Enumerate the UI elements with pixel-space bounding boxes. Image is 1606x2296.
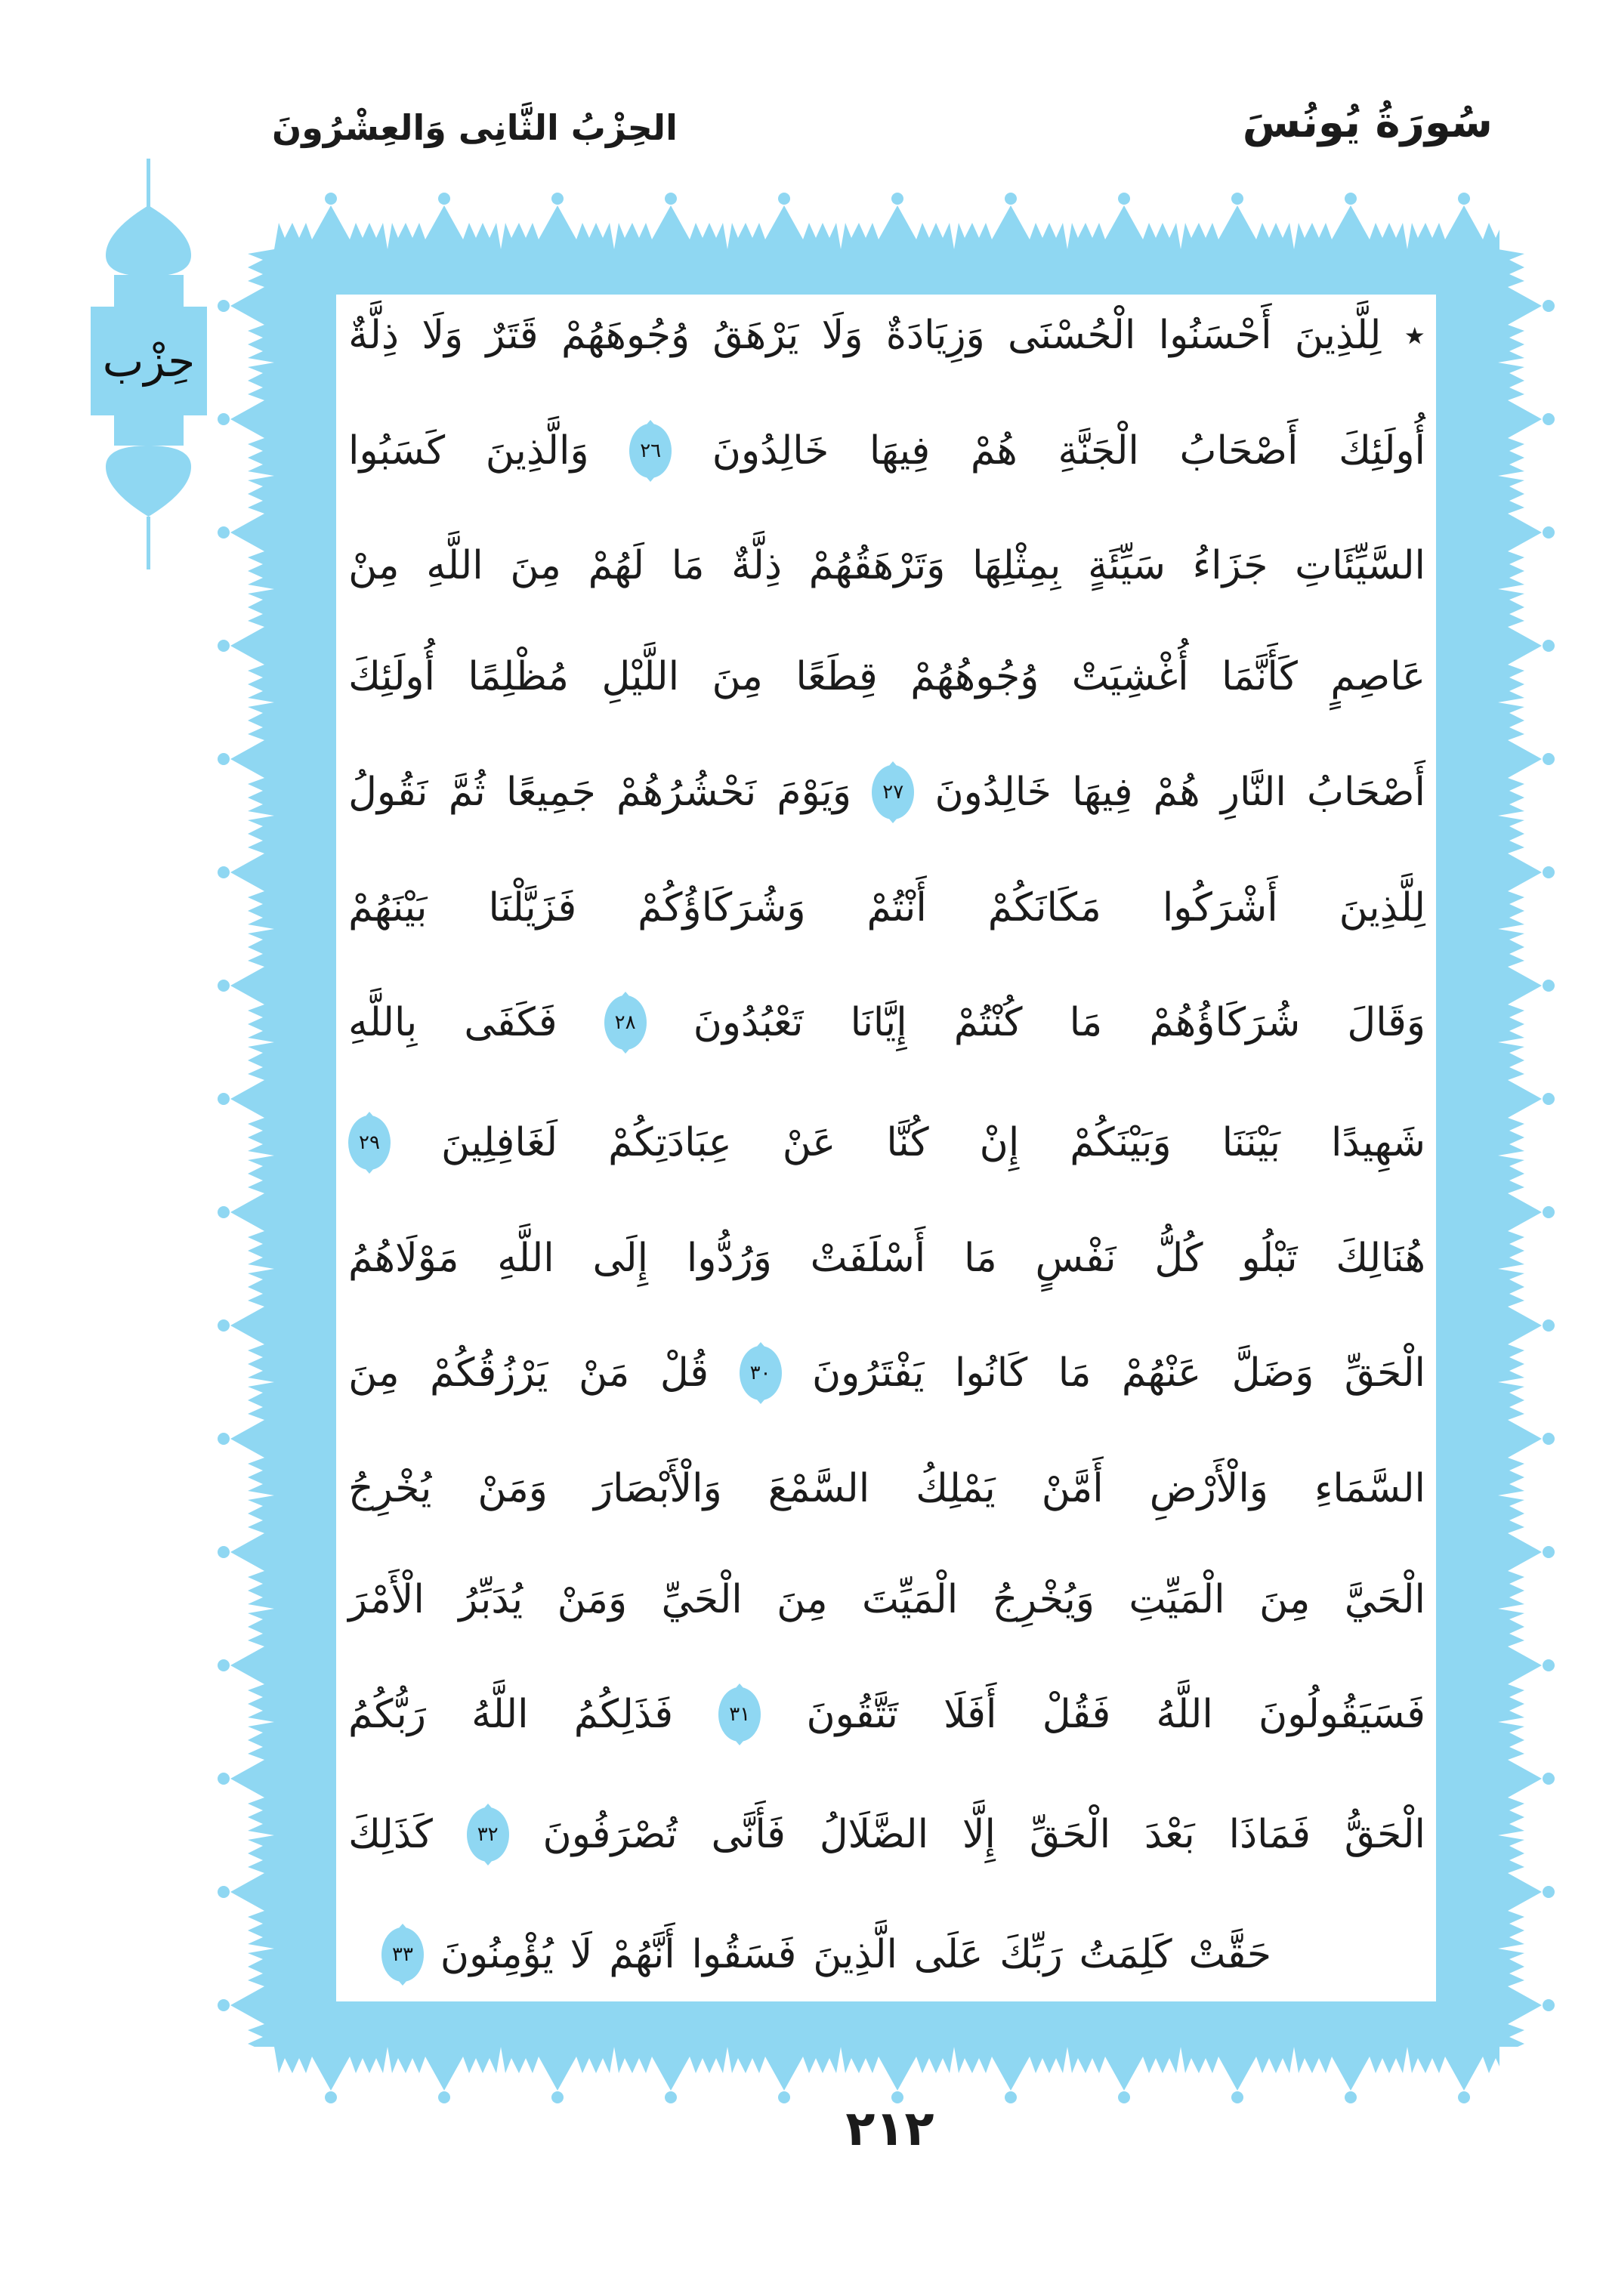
quran-word: الْجَنَّةِ <box>1058 427 1139 474</box>
quran-word: أُولَئِكَ <box>348 654 435 700</box>
quran-word: كَانُوا <box>954 1350 1028 1396</box>
quran-line <box>336 313 1438 358</box>
ayah-number: ٣٢ <box>477 1823 499 1847</box>
quran-word: ذِلَّةٌ <box>731 543 783 589</box>
quran-word: مَا <box>1058 1350 1092 1396</box>
quran-word: حَقَّتْ <box>1188 1931 1271 1977</box>
quran-word: لِلَّذِينَ <box>1294 313 1382 358</box>
quran-word: بَيْنَنَا <box>1221 1119 1280 1165</box>
quran-word: بَعْدَ <box>1144 1812 1195 1858</box>
quran-word: أَنَّهُمْ <box>609 1931 675 1977</box>
quran-word: فَذَلِكُمُ <box>573 1692 674 1738</box>
quran-word: نَحْشُرُهُمْ <box>616 769 757 815</box>
quran-word: وَلَا <box>422 313 464 358</box>
quran-word: نَقُولُ <box>348 769 428 815</box>
quran-word: بِمِثْلِهَا <box>972 543 1061 589</box>
quran-word: الْمَيِّتَ <box>862 1576 959 1622</box>
quran-word: قَتَرٌ <box>486 313 539 358</box>
quran-word: إِيَّانَا <box>850 1000 907 1046</box>
quran-word: الَّذِينَ <box>813 1931 897 1977</box>
quran-word: مِنَ <box>510 543 561 589</box>
quran-word: شُرَكَاؤُهُمْ <box>1149 1000 1301 1046</box>
quran-word: السَّمْعَ <box>767 1466 870 1512</box>
quran-word: وَقَالَ <box>1347 1000 1425 1046</box>
ayah-marker <box>740 1346 782 1400</box>
quran-word: أَسْلَفَتْ <box>810 1235 926 1281</box>
quran-word: عَنْ <box>782 1119 836 1165</box>
quran-word: كُنَّا <box>886 1119 929 1165</box>
quran-word: فَأَنَّى <box>711 1812 786 1858</box>
quran-word: يُؤْمِنُونَ <box>440 1931 554 1977</box>
quran-word: يَفْتَرُونَ <box>811 1350 925 1396</box>
quran-word: مَا <box>1069 1000 1103 1046</box>
quran-word: فَقُلْ <box>1042 1692 1111 1738</box>
quran-word: لَغَافِلِينَ <box>441 1119 558 1165</box>
quran-line <box>336 885 1438 930</box>
quran-word: مَنْ <box>578 1350 630 1396</box>
quran-word: جَزَاءُ <box>1192 543 1268 589</box>
quran-word: أَصْحَابُ <box>1307 769 1425 815</box>
quran-line <box>336 424 1438 478</box>
ayah-marker <box>381 1927 424 1982</box>
quran-word: وَشُرَكَاؤُكُمْ <box>638 884 806 930</box>
ayah-number: ٢٨ <box>614 1011 636 1035</box>
quran-word: يَرْهَقُ <box>712 313 799 358</box>
quran-word: النَّارِ <box>1220 769 1286 815</box>
quran-word: الْحَقُّ <box>1344 1812 1425 1858</box>
quran-word: بِاللَّهِ <box>348 1000 418 1046</box>
quran-word: كَلِمَتُ <box>1079 1931 1172 1977</box>
quran-word: اللَّهِ <box>426 543 483 589</box>
quran-word: تُصْرَفُونَ <box>542 1812 678 1858</box>
quran-word: وَالْأَبْصَارَ <box>593 1466 722 1512</box>
quran-word: كَذَلِكَ <box>348 1812 433 1858</box>
quran-word: ٭ <box>1404 313 1425 358</box>
quran-line <box>336 543 1438 588</box>
quran-word: يُخْرِجُ <box>348 1466 432 1512</box>
quran-word: فَكَفَى <box>464 1000 557 1046</box>
quran-word: أَصْحَابُ <box>1179 427 1299 474</box>
ayah-marker <box>604 995 647 1050</box>
quran-word: تَبْلُو <box>1241 1235 1298 1281</box>
quran-word: يَمْلِكُ <box>916 1466 996 1512</box>
quran-word: تَعْبُدُونَ <box>693 1000 804 1046</box>
quran-line <box>336 1466 1438 1511</box>
ayah-number: ٢٩ <box>359 1131 380 1154</box>
quran-word: ذِلَّةٌ <box>348 313 399 358</box>
quran-word: كَسَبُوا <box>348 427 446 474</box>
quran-word: وُجُوهُهُمْ <box>910 654 1039 700</box>
quran-word: مُظْلِمًا <box>468 654 570 700</box>
quran-word: عِبَادَتِكُمْ <box>608 1119 732 1165</box>
quran-word: لَهُمْ <box>588 543 644 589</box>
quran-word: فَسَقُوا <box>691 1931 797 1977</box>
quran-word: عَلَى <box>913 1931 984 1977</box>
ayah-number: ٢٧ <box>882 780 904 804</box>
quran-line <box>336 1577 1438 1622</box>
quran-line <box>336 1927 1438 1982</box>
quran-word: الْحَقِّ <box>1344 1350 1425 1396</box>
quran-word: أَنْتُمْ <box>866 884 927 930</box>
quran-text-block <box>336 293 1438 2001</box>
quran-word: أَشْرَكُوا <box>1162 884 1278 930</box>
quran-word: وَتَرْهَقُهُمْ <box>808 543 946 589</box>
ayah-number: ٣٠ <box>749 1362 771 1385</box>
quran-word: مَوْلَاهُمُ <box>348 1235 459 1281</box>
quran-line <box>336 995 1438 1050</box>
quran-word: وَمَنْ <box>477 1466 548 1512</box>
quran-word: خَالِدُونَ <box>712 427 829 474</box>
quran-word: الْحَقِّ <box>1029 1812 1111 1858</box>
quran-word: فَمَاذَا <box>1228 1812 1311 1858</box>
quran-word: وَالْأَرْضِ <box>1149 1466 1268 1512</box>
quran-word: فَسَيَقُولُونَ <box>1259 1692 1425 1738</box>
quran-line <box>336 1236 1438 1281</box>
quran-word: مِنَ <box>348 1350 400 1396</box>
quran-word: هُمْ <box>970 427 1018 474</box>
quran-word: اللَّيْلِ <box>601 654 680 700</box>
quran-word: الضَّلَالُ <box>819 1812 929 1858</box>
quran-word: عَاصِمٍ <box>1330 654 1425 700</box>
quran-word: مِنَ <box>1259 1576 1311 1622</box>
quran-line <box>336 654 1438 699</box>
quran-word: عَنْهُمْ <box>1121 1350 1202 1396</box>
hizb-tab-label: حِزْب <box>102 335 196 387</box>
quran-word: إِلَى <box>592 1235 649 1281</box>
quran-word: جَمِيعًا <box>505 769 596 815</box>
quran-word: وَرُدُّوا <box>686 1235 772 1281</box>
ayah-marker <box>467 1807 509 1862</box>
quran-word: سَيِّئَةٍ <box>1088 543 1166 589</box>
quran-word: اللَّهُ <box>1156 1692 1213 1738</box>
quran-word: وَيُخْرِجُ <box>992 1576 1095 1622</box>
ayah-number: ٢٦ <box>640 439 662 462</box>
quran-line <box>336 1346 1438 1400</box>
quran-word: الْحُسْنَى <box>1008 313 1136 358</box>
ayah-marker <box>348 1116 391 1170</box>
quran-word: مِنَ <box>777 1576 828 1622</box>
quran-word: وَمَنْ <box>557 1576 628 1622</box>
quran-word: أُغْشِيَتْ <box>1071 654 1189 700</box>
quran-word: لَا <box>570 1931 593 1977</box>
quran-word: قِطَعًا <box>795 654 878 700</box>
quran-line <box>336 1116 1438 1170</box>
quran-word: مَكَانَكُمْ <box>987 884 1101 930</box>
quran-word: خَالِدُونَ <box>934 769 1052 815</box>
quran-word: كَأَنَّمَا <box>1221 654 1298 700</box>
quran-word: وَلَا <box>821 313 863 358</box>
quran-word: إِلَّا <box>962 1812 996 1858</box>
quran-word: الْحَيَّ <box>1344 1576 1425 1622</box>
quran-word: ثُمَّ <box>448 769 486 815</box>
quran-word: يُدَبِّرُ <box>459 1576 523 1622</box>
quran-word: الْمَيِّتِ <box>1129 1576 1225 1622</box>
quran-word: فِيهَا <box>1072 769 1133 815</box>
quran-word: مِنَ <box>712 654 763 700</box>
ayah-marker <box>872 765 914 819</box>
quran-word: فَزَيَّلْنَا <box>488 884 577 930</box>
quran-word: كُلُّ <box>1154 1235 1203 1281</box>
quran-line <box>336 1807 1438 1862</box>
quran-word: وَضَلَّ <box>1231 1350 1314 1396</box>
quran-word: بَيْنَهُمْ <box>348 884 428 930</box>
quran-word: وَزِيَادَةٌ <box>885 313 985 358</box>
quran-word: فِيهَا <box>869 427 931 474</box>
surah-title: سُورَةُ يُونُسَ <box>1242 98 1493 147</box>
ayah-number: ٣٣ <box>392 1943 413 1966</box>
quran-word: وَبَيْنَكُمْ <box>1070 1119 1172 1165</box>
quran-word: لِلَّذِينَ <box>1339 884 1425 930</box>
page-number: ٢١٢ <box>845 2101 934 2157</box>
quran-word: مَا <box>671 543 705 589</box>
quran-word: يَرْزُقُكُمْ <box>430 1350 548 1396</box>
quran-word: اللَّهِ <box>497 1235 554 1281</box>
quran-word: هُمْ <box>1153 769 1200 815</box>
quran-word: أَمَّنْ <box>1041 1466 1104 1512</box>
ayah-number: ٣١ <box>729 1703 751 1727</box>
quran-word: رَبِّكَ <box>999 1931 1063 1977</box>
quran-word: السَّمَاءِ <box>1314 1466 1425 1512</box>
quran-word: وَالَّذِينَ <box>485 427 589 474</box>
quran-word: قُلْ <box>659 1350 709 1396</box>
quran-word: الْحَيِّ <box>661 1576 743 1622</box>
quran-word: هُنَالِكَ <box>1336 1235 1425 1281</box>
quran-word: مَا <box>964 1235 997 1281</box>
hizb-quarter-title: الحِزْبُ الثَّانِى وَالعِشْرُونَ <box>272 107 678 148</box>
quran-word: كُنْتُمْ <box>953 1000 1023 1046</box>
quran-word: أُولَئِكَ <box>1339 427 1425 474</box>
quran-word: وُجُوهَهُمْ <box>561 313 690 358</box>
quran-word: مِنْ <box>348 543 400 589</box>
quran-line <box>336 765 1438 819</box>
ayah-marker <box>718 1687 761 1742</box>
quran-word: الْأَمْرَ <box>348 1576 425 1622</box>
quran-word: أَفَلَا <box>944 1692 997 1738</box>
quran-word: اللَّهُ <box>471 1692 529 1738</box>
quran-word: نَفْسٍ <box>1035 1235 1116 1281</box>
quran-word: تَتَّقُونَ <box>806 1692 898 1738</box>
quran-word: شَهِيدًا <box>1331 1119 1425 1165</box>
quran-word: السَّيِّئَاتِ <box>1295 543 1425 589</box>
quran-word: وَيَوْمَ <box>777 769 852 815</box>
quran-line <box>336 1687 1438 1742</box>
quran-word: إِنْ <box>979 1119 1020 1165</box>
quran-word: أَحْسَنُوا <box>1158 313 1272 358</box>
quran-word: رَبُّكُمُ <box>348 1692 426 1738</box>
ayah-marker <box>629 424 672 478</box>
